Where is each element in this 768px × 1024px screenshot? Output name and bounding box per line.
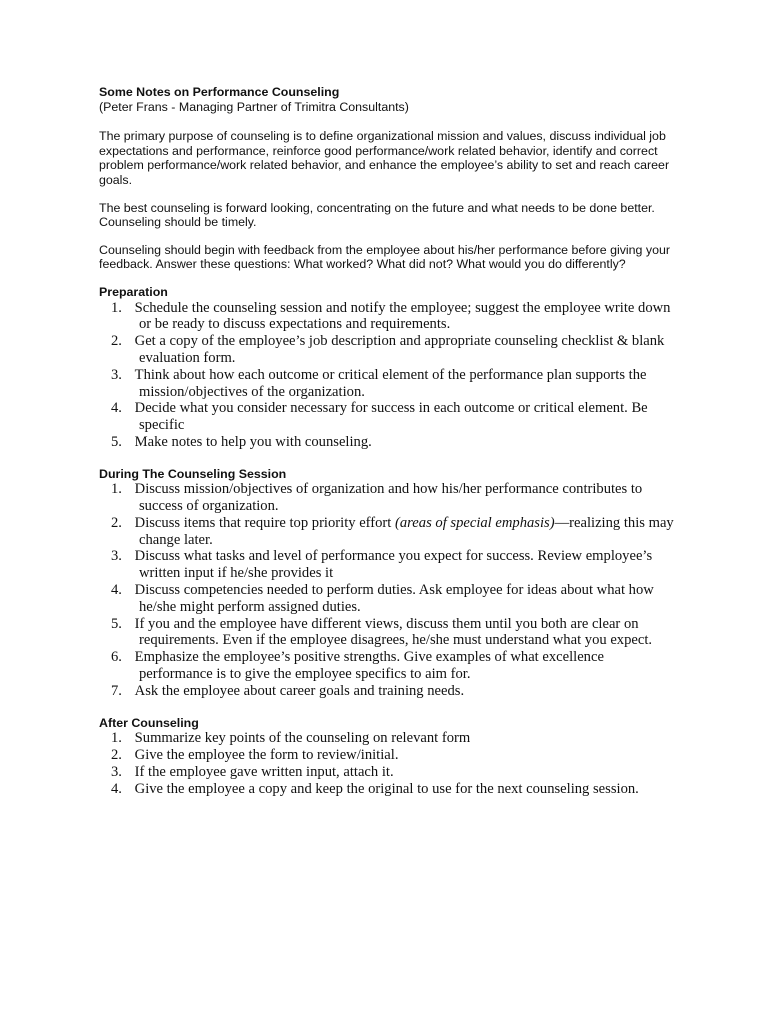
- section-heading-preparation: Preparation: [99, 284, 168, 299]
- list-item: 5. If you and the employee have different views, discuss them until you both are clear on requirements. Even if the employee disagrees, he/she must understand what you expect.: [111, 615, 653, 649]
- document-title: Some Notes on Performance Counseling: [99, 85, 340, 99]
- list-item: 7. Ask the employee about career goals and training needs.: [111, 682, 465, 699]
- list-item: 3. Discuss what tasks and level of performance you expect for success. Review employee’s written input if he/she provides it: [111, 548, 653, 582]
- list-item: 2. Get a copy of the employee’s job description and appropriate counseling checklist & blank evaluation form.: [111, 333, 665, 366]
- after-list: [99, 730, 679, 797]
- list-item: 6. Emphasize the employee’s positive strengths. Give examples of what excellence performance is to give the employee specifics to aim for.: [111, 649, 604, 683]
- list-item: 2. Give the employee the form to review/initial.: [111, 747, 399, 764]
- intro-paragraph: The primary purpose of counseling is to define organizational mission and values, discuss individual job expectations and performance, reinforce good performance/work related behavior, identify and correct problem performance/work related behavior, and enhance the employee’s ability to set and reach career goals.: [99, 129, 670, 187]
- list-item: 5. Make notes to help you with counseling.: [111, 433, 372, 450]
- document-subtitle: (Peter Frans - Managing Partner of Trimitra Consultants): [99, 99, 409, 114]
- list-item: 4. Decide what you consider necessary for success in each outcome or critical element. Be specific: [111, 400, 648, 434]
- during-list: [99, 481, 679, 699]
- preparation-list: [99, 300, 679, 451]
- list-item: 3. If the employee gave written input, attach it.: [111, 763, 394, 780]
- forward-looking-paragraph: The best counseling is forward looking, concentrating on the future and what needs to be done better. Counseling should be timely.: [99, 200, 655, 230]
- list-item: 4. Give the employee a copy and keep the original to use for the next counseling session.: [111, 780, 639, 797]
- list-item: 3. Think about how each outcome or critical element of the performance plan supports the mission/objectives of the organization.: [111, 366, 647, 400]
- feedback-paragraph: Counseling should begin with feedback from the employee about his/her performance before giving your feedback. Answer these questions: What worked? What did not? What would you do differently?: [99, 242, 670, 272]
- emphasis-text: (areas of special emphasis): [395, 514, 555, 531]
- list-item: 1. Summarize key points of the counseling on relevant form: [111, 730, 471, 747]
- list-item: 1. Discuss mission/objectives of organization and how his/her performance contributes to success of organization.: [111, 481, 643, 515]
- list-item: 2. Discuss items that require top priority effort (areas of special emphasis)—realizing this may change later.: [111, 514, 674, 548]
- list-item: 4. Discuss competencies needed to perform duties. Ask employee for ideas about what how he/she might perform assigned duties.: [111, 582, 654, 615]
- list-item: 1. Schedule the counseling session and notify the employee; suggest the employee write down or be ready to discuss expectations and requirements.: [111, 299, 671, 333]
- section-heading-during: During The Counseling Session: [99, 466, 287, 481]
- section-heading-after: After Counseling: [99, 715, 199, 730]
- document-page: [99, 85, 679, 813]
